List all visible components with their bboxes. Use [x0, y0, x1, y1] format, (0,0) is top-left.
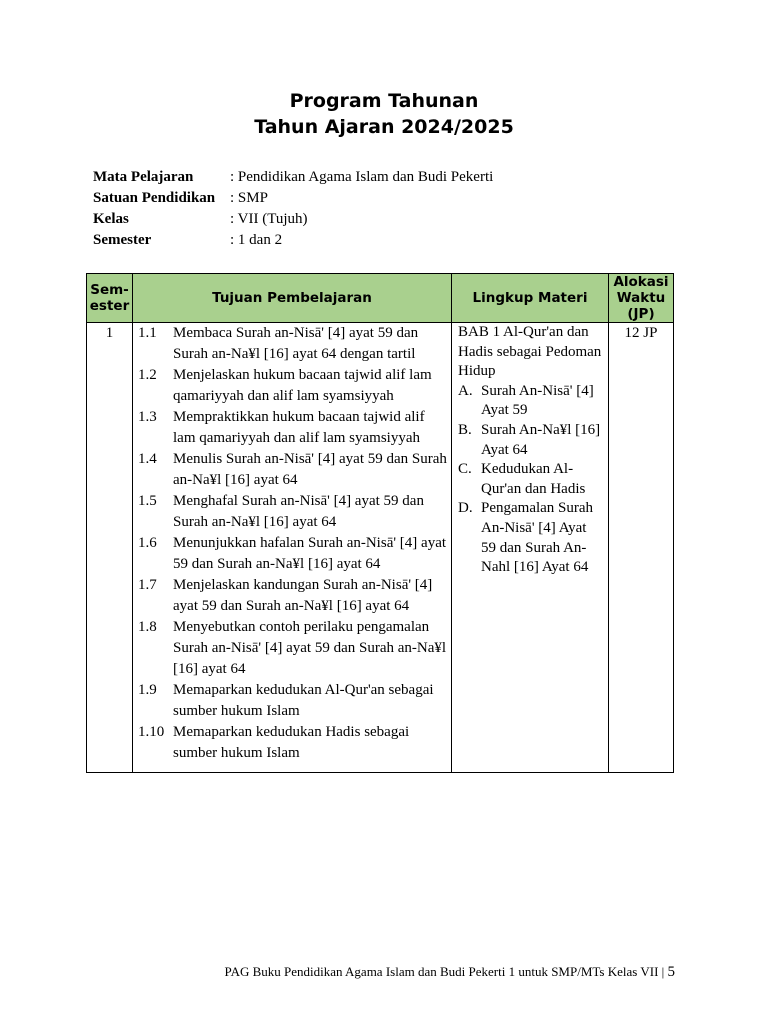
header-semester-line1: Sem- [90, 282, 129, 298]
objective-text: Menjelaskan hukum bacaan tajwid alif lam qamariyyah dan alif lam syamsiyyah [173, 367, 432, 404]
objective-text: Menjelaskan kandungan Surah an-Nisā' [4] ayat 59 dan Surah an-Na¥l [16] ayat 64 [173, 577, 433, 614]
cell-semester: 1 [87, 323, 133, 773]
meta-value: : SMP [230, 190, 268, 206]
lingkup-item [458, 421, 602, 460]
objective-item [133, 323, 451, 365]
meta-row-satuan-pendidikan [93, 188, 493, 209]
meta-label: Mata Pelajaran [93, 169, 194, 185]
meta-label: Semester [93, 232, 152, 248]
header-alokasi-line1: Alokasi [613, 274, 669, 290]
objective-item [133, 407, 451, 449]
objective-item [133, 575, 451, 617]
table-row [87, 323, 674, 773]
lingkup-text: Kedudukan Al-Qur'an dan Hadis [481, 461, 586, 497]
lingkup-item [458, 460, 602, 499]
meta-row-kelas [93, 209, 493, 230]
meta-value: : Pendidikan Agama Islam dan Budi Pekerti [230, 169, 494, 185]
objective-number: 1.5 [138, 493, 157, 509]
page-footer [225, 964, 675, 981]
objective-text: Menghafal Surah an-Nisā' [4] ayat 59 dan Surah an-Na¥l [16] ayat 64 [173, 493, 424, 530]
objective-number: 1.10 [138, 724, 165, 740]
objective-item [133, 491, 451, 533]
meta-label: Kelas [93, 211, 129, 227]
meta-label: Satuan Pendidikan [93, 190, 216, 206]
header-alokasi-waktu [609, 274, 674, 323]
header-alokasi-line2: Waktu [616, 290, 666, 306]
objective-text: Memaparkan kedudukan Hadis sebagai sumber hukum Islam [173, 724, 410, 761]
objective-text: Menulis Surah an-Nisā' [4] ayat 59 dan Surah an-Na¥l [16] ayat 64 [173, 451, 447, 488]
lingkup-letter: A. [458, 382, 473, 399]
objective-number: 1.8 [138, 619, 157, 635]
objective-text: Membaca Surah an-Nisā' [4] ayat 59 dan Surah an-Na¥l [16] ayat 64 dengan tartil [173, 325, 419, 362]
cell-lingkup-materi [452, 323, 609, 773]
objective-number: 1.2 [138, 367, 157, 383]
lingkup-letter: B. [458, 421, 472, 438]
objective-number: 1.6 [138, 535, 157, 551]
lingkup-text: Surah An-Na¥l [16] Ayat 64 [481, 421, 601, 458]
meta-value: : 1 dan 2 [230, 232, 283, 248]
lingkup-materi [452, 323, 608, 578]
objective-list [133, 323, 451, 772]
cell-alokasi-waktu: 12 JP [609, 323, 674, 773]
objective-item [133, 449, 451, 491]
program-table [86, 273, 674, 773]
objective-number: 1.1 [138, 325, 157, 341]
page-number: 5 [667, 964, 675, 980]
lingkup-item [458, 499, 602, 577]
objective-number: 1.3 [138, 409, 157, 425]
objective-text: Memaparkan kedudukan Al-Qur'an sebagai sumber hukum Islam [173, 682, 434, 719]
footer-text: PAG Buku Pendidikan Agama Islam dan Budi Pekerti 1 untuk SMP/MTs Kelas VII | [224, 964, 668, 979]
objective-number: 1.7 [138, 577, 157, 593]
page-subtitle: Tahun Ajaran 2024/2025 [254, 116, 514, 138]
header-lingkup-materi: Lingkup Materi [452, 274, 609, 323]
objective-number: 1.4 [138, 451, 157, 467]
meta-value: : VII (Tujuh) [230, 211, 308, 227]
page-title: Program Tahunan [289, 90, 479, 112]
meta-row-semester [93, 230, 493, 251]
table-header-row [87, 274, 674, 323]
cell-tujuan [133, 323, 452, 773]
lingkup-chapter-title: BAB 1 Al-Qur'an dan Hadis sebagai Pedoman Hidup [458, 324, 602, 380]
objective-number: 1.9 [138, 682, 157, 698]
lingkup-letter: C. [458, 461, 472, 478]
header-semester-line2: ester [89, 298, 130, 314]
objective-item [133, 680, 451, 722]
header-alokasi-line3: (JP) [627, 306, 655, 322]
objective-item [133, 533, 451, 575]
objective-text: Mempraktikkan hukum bacaan tajwid alif lam qamariyyah dan alif lam syamsiyyah [173, 409, 425, 446]
lingkup-text: Pengamalan Surah An-Nisā' [4] Ayat 59 dan Surah An-Nahl [16] Ayat 64 [481, 500, 594, 576]
header-tujuan-pembelajaran: Tujuan Pembelajaran [133, 274, 452, 323]
lingkup-text: Surah An-Nisā' [4] Ayat 59 [481, 382, 594, 419]
lingkup-letter: D. [458, 500, 473, 517]
objective-text: Menyebutkan contoh perilaku pengamalan Surah an-Nisā' [4] ayat 59 dan Surah an-Na¥l [16] ayat 64 [173, 619, 447, 677]
lingkup-item [458, 382, 602, 421]
objective-item [133, 617, 451, 680]
document-meta [93, 167, 493, 251]
objective-text: Menunjukkan hafalan Surah an-Nisā' [4] ayat 59 dan Surah an-Na¥l [16] ayat 64 [173, 535, 447, 572]
objective-item [133, 722, 451, 764]
objective-item [133, 365, 451, 407]
header-semester [87, 274, 133, 323]
meta-row-mata-pelajaran [93, 167, 493, 188]
